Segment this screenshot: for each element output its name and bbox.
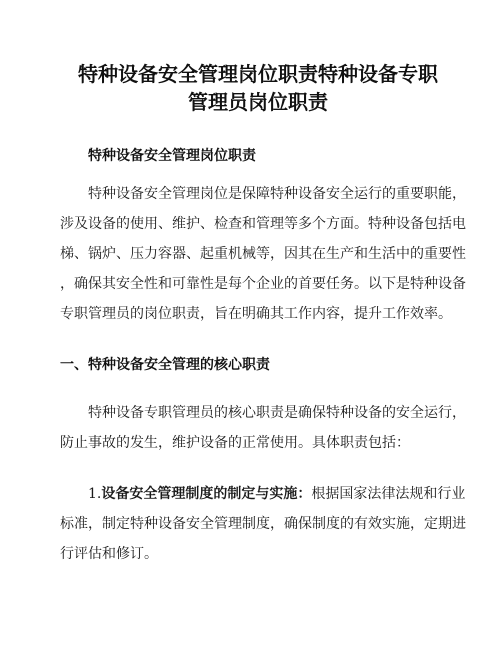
paragraph-line: 行评估和修订。 bbox=[60, 546, 158, 562]
paragraph-line: 标准，制定特种设备安全管理制度，确保制度的有效实施，定期进 bbox=[60, 516, 466, 532]
paragraph-line: ，确保其安全性和可靠性是每个企业的首要任务。以下是特种设备 bbox=[60, 276, 466, 292]
paragraph-line: 涉及设备的使用、维护、检查和管理等多个方面。特种设备包括电 bbox=[60, 216, 466, 232]
section-heading: 特种设备安全管理岗位职责 bbox=[88, 148, 256, 164]
item-title: 设备安全管理制度的制定与实施： bbox=[101, 486, 312, 502]
paragraph-line: 特种设备专职管理员的核心职责是确保特种设备的安全运行， bbox=[88, 405, 466, 421]
title-line-1: 特种设备安全管理岗位职责特种设备专职 bbox=[78, 62, 438, 86]
paragraph-line: 特种设备安全管理岗位是保障特种设备安全运行的重要职能， bbox=[88, 186, 466, 202]
item-number: 1. bbox=[88, 486, 102, 502]
document-title bbox=[58, 60, 458, 116]
duty-item-1 bbox=[60, 479, 466, 569]
title-line-2: 管理员岗位职责 bbox=[188, 90, 328, 114]
paragraph-line: 防止事故的发生，维护设备的正常使用。具体职责包括： bbox=[60, 435, 410, 451]
intro-paragraph bbox=[60, 179, 466, 329]
item-text: 根据国家法律法规和行业 bbox=[311, 486, 466, 502]
list-item bbox=[60, 479, 466, 509]
paragraph-line: 梯、锅炉、压力容器、起重机械等，因其在生产和生活中的重要性 bbox=[60, 246, 466, 262]
core-duties-heading: 一、特种设备安全管理的核心职责 bbox=[60, 357, 270, 373]
core-duties-paragraph bbox=[60, 398, 466, 458]
paragraph-line: 专职管理员的岗位职责，旨在明确其工作内容，提升工作效率。 bbox=[60, 306, 452, 322]
